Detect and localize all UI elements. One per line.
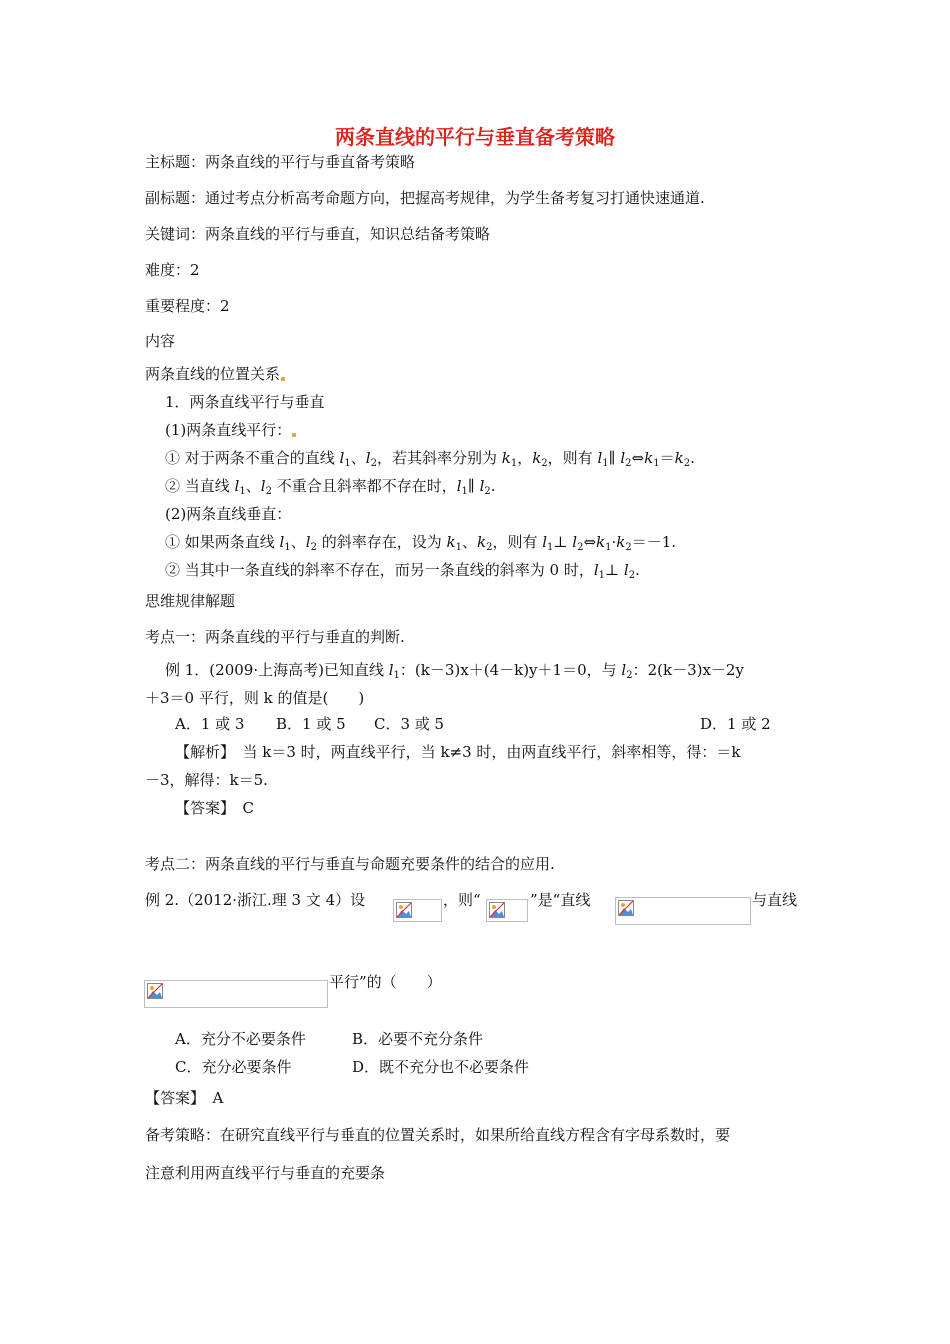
option-c: C．3 或 5 (374, 715, 445, 733)
broken-image-icon (396, 902, 412, 918)
broken-image-icon (147, 983, 163, 999)
perpendicular-rule-1: ① 如果两条直线 $l_1$、$l_2$ 的斜率存在，设为 $k_1$、$k_2$，则有 $l_1\perp$ $l_2\Leftrightarrow k_1\cdot k_2=-1$. (165, 533, 677, 553)
broken-image-icon (618, 900, 634, 916)
keywords-line: 关键词：两条直线的平行与垂直，知识总结备考策略 (145, 225, 491, 243)
subtitle-line: 副标题：通过考点分析高考命题方向，把握高考规律，为学生备考复习打通快速通道. (145, 189, 705, 207)
page-title: 两条直线的平行与垂直备考策略 (335, 125, 615, 149)
option-a: A．1 或 3 (175, 715, 245, 733)
ex2-option-a: A．充分不必要条件 (175, 1030, 306, 1048)
strategy-line-2: 注意利用两直线平行与垂直的充要条 (145, 1164, 386, 1182)
answer-2: 【答案】 A (145, 1089, 224, 1107)
parallel-rule-2: ② 当直线 $l_1$、$l_2$ 不重合且斜率都不存在时，$l_1\parallel$ $l_2$. (165, 477, 496, 497)
example-2-parallel: 平行”的（ ） (329, 973, 442, 991)
content-label: 内容 (145, 332, 176, 350)
key-point-1: 考点一：两条直线的平行与垂直的判断. (145, 628, 405, 646)
example-2-with-line: 与直线 (752, 891, 798, 909)
analysis-line-1: 【解析】 当 k＝3 时，两直线平行，当 k≠3 时，由两直线平行，斜率相等，得：＝k (175, 743, 741, 761)
parallel-heading: (1)两条直线平行： (165, 420, 297, 440)
formula-image-2 (486, 899, 528, 922)
formula-image-3 (615, 897, 751, 925)
formula-image-1 (393, 899, 442, 922)
example-1-line-1: 例 1．(2009·上海高考)已知直线 $l_1$：(k－3)x＋(4－k)y＋1＝0，与 $l_2$：2(k－3)x－2y (165, 661, 744, 681)
perpendicular-heading: (2)两条直线垂直： (165, 505, 292, 523)
item-1: 1．两条直线平行与垂直 (165, 393, 325, 411)
main-title-line: 主标题：两条直线的平行与垂直备考策略 (145, 153, 416, 171)
section-heading-relation: 两条直线的位置关系 (145, 364, 286, 384)
example-2-line-1: 例 2.（2012·浙江.理 3 文 4）设 (145, 891, 366, 909)
ex2-option-b: B．必要不充分条件 (352, 1030, 484, 1048)
option-b: B．1 或 5 (276, 715, 346, 733)
ex2-option-c: C．充分必要条件 (175, 1058, 292, 1076)
strategy-line-1: 备考策略：在研究直线平行与垂直的位置关系时，如果所给直线方程含有字母系数时，要 (145, 1126, 731, 1144)
option-d: D．1 或 2 (700, 715, 771, 733)
importance-line: 重要程度：2 (145, 297, 230, 315)
example-2-is: ”是“直线 (530, 891, 591, 909)
key-point-2: 考点二：两条直线的平行与垂直与命题充要条件的结合的应用. (145, 855, 555, 873)
perpendicular-rule-2: ② 当其中一条直线的斜率不存在，而另一条直线的斜率为 0 时，$l_1\perp$ $l_2$. (165, 561, 640, 581)
broken-image-icon (489, 902, 505, 918)
example-1-line-2: ＋3＝0 平行，则 k 的值是( ) (145, 689, 365, 707)
section-heading-thinking: 思维规律解题 (145, 592, 236, 610)
parallel-rule-1: ① 对于两条不重合的直线 $l_1$、$l_2$，若其斜率分别为 $k_1$，$k_2$，则有 $l_1\parallel$ $l_2\Leftrightarrow k_1=k_2$. (165, 449, 695, 469)
example-2-then: ，则“ (443, 891, 481, 909)
analysis-line-2: －3，解得：k＝5. (145, 771, 268, 789)
ex2-option-d: D．既不充分也不必要条件 (352, 1058, 530, 1076)
formula-image-4 (144, 980, 328, 1008)
difficulty-line: 难度：2 (145, 261, 200, 279)
answer-1: 【答案】 C (175, 799, 254, 817)
